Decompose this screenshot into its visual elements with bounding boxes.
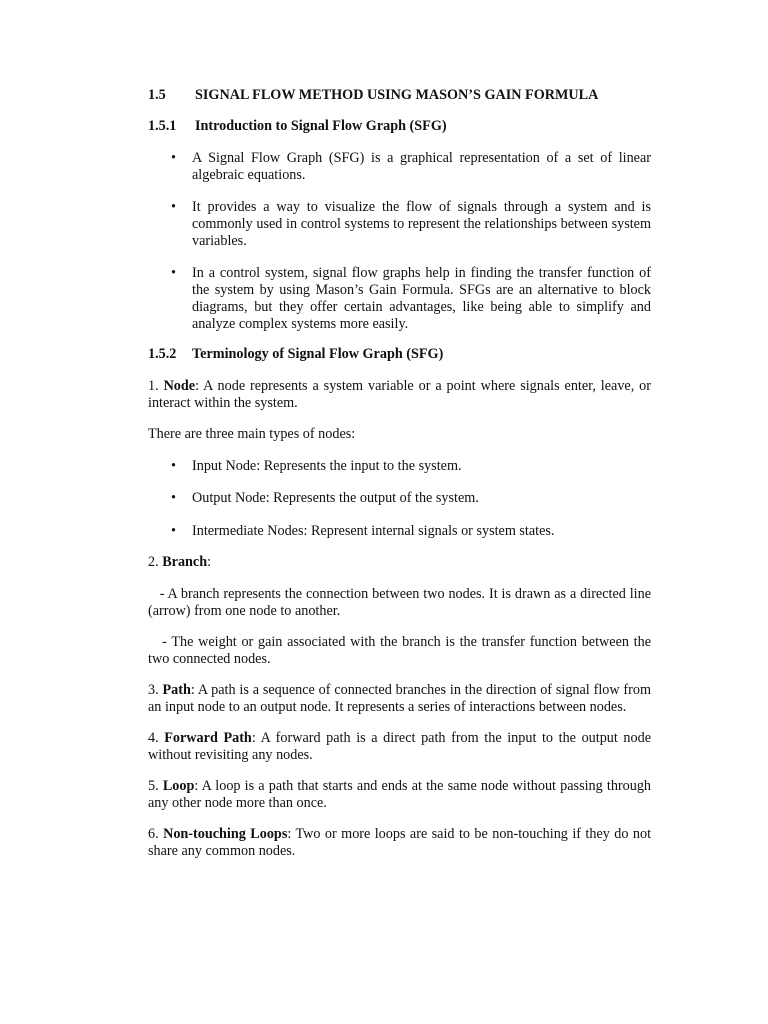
bullet-text: It provides a way to visualize the flow of signals through a system and is commonly used in control systems to represent the relationships between system variables. — [192, 199, 651, 249]
node-types-intro: There are three main types of nodes: — [148, 426, 356, 442]
bullet-text: A Signal Flow Graph (SFG) is a graphical representation of a set of linear algebraic equations. — [192, 150, 651, 183]
bullet-icon: • — [171, 458, 176, 474]
section-heading — [148, 87, 651, 104]
bullet-icon: • — [171, 265, 176, 281]
bullet-icon: • — [171, 523, 176, 539]
subsection-title: Introduction to Signal Flow Graph (SFG) — [195, 118, 447, 134]
node-type-bullet — [171, 458, 651, 475]
subsection-title: Terminology of Signal Flow Graph (SFG) — [192, 346, 444, 362]
branch-description-1: - A branch represents the connection between two nodes. It is drawn as a directed line (arrow) from one node to another. — [148, 586, 655, 619]
node-type-bullet — [171, 523, 651, 540]
term-name: Forward Path — [164, 730, 252, 746]
term-definition: : Two or more loops are said to be non-touching if they do not share any common nodes. — [148, 826, 652, 859]
subsection-number: 1.5.1 — [148, 118, 177, 134]
bullet-text: Intermediate Nodes: Represent internal signals or system states. — [192, 523, 555, 539]
term-branch — [148, 554, 651, 571]
intro-bullet — [171, 265, 651, 333]
term-number: 3. — [148, 682, 163, 698]
term-definition: : A path is a sequence of connected branches in the direction of signal flow from an input node to an output node. It represents a series of interactions between nodes. — [148, 682, 652, 715]
section-title: SIGNAL FLOW METHOD USING MASON’S GAIN FORMULA — [195, 87, 599, 103]
bullet-text: Output Node: Represents the output of the system. — [192, 490, 479, 506]
node-type-bullet — [171, 490, 651, 507]
term-definition: : A forward path is a direct path from the input to the output node without revisiting any nodes. — [148, 730, 652, 763]
term-number: 5. — [148, 778, 163, 794]
term-number: 4. — [148, 730, 165, 746]
term-node — [148, 378, 651, 412]
term-forward-path — [148, 730, 651, 764]
term-definition: : A loop is a path that starts and ends at the same node without passing through any other node more than once. — [148, 778, 652, 811]
term-non-touching-loops — [148, 826, 651, 860]
bullet-icon: • — [171, 490, 176, 506]
term-loop — [148, 778, 651, 812]
term-number: 6. — [148, 826, 164, 842]
section-number: 1.5 — [148, 87, 166, 103]
term-colon: : — [207, 554, 212, 570]
term-name: Non-touching Loops — [163, 826, 288, 842]
subsection-heading-1 — [148, 118, 651, 135]
subsection-heading-2 — [148, 346, 651, 363]
term-name: Loop — [162, 778, 195, 794]
term-number: 1. — [148, 378, 164, 394]
branch-description-2: - The weight or gain associated with the branch is the transfer function between the two connected nodes. — [148, 634, 655, 667]
term-number: 2. — [148, 554, 163, 570]
term-name: Branch — [162, 554, 208, 570]
term-name: Path — [162, 682, 191, 698]
bullet-text: In a control system, signal flow graphs help in finding the transfer function of the system by using Mason’s Gain Formula. SFGs are an alternative to block diagrams, but they offer certain advantages, like being able to simplify and analyze complex systems more easily. — [192, 265, 651, 332]
term-path — [148, 682, 651, 716]
term-name: Node — [163, 378, 196, 394]
intro-bullet — [171, 150, 651, 184]
subsection-number: 1.5.2 — [148, 346, 177, 362]
term-definition: : A node represents a system variable or a point where signals enter, leave, or interact within the system. — [148, 378, 651, 411]
bullet-text: Input Node: Represents the input to the system. — [192, 458, 462, 474]
intro-bullet — [171, 199, 651, 250]
bullet-icon: • — [171, 199, 176, 215]
bullet-icon: • — [171, 150, 176, 166]
